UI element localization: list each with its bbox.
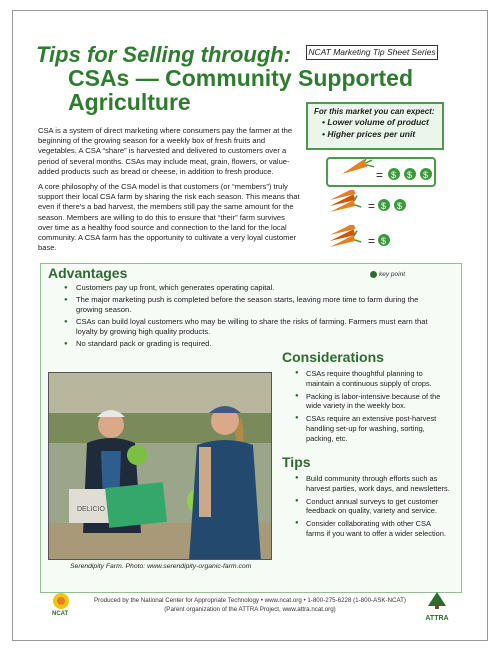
- photo-caption: Serendipity Farm. Photo: www.serendipity-organic-farm.com: [70, 563, 252, 570]
- cost-row-2: [326, 190, 436, 220]
- intro-paragraph: A core philosophy of the CSA model is that customers (or “members”) truly support their local CSA farm by sharing the risk each season. This means that even if there's a bad harvest, the members still pay the same amount for the season. Members are willing to do this to ensure that “their” farm survives over time as a healthy food source and connection to the land for the local community. A CSA farm has the opportunity to cultivate a very loyal customer base.: [38, 182, 300, 253]
- svg-text:$: $: [423, 170, 429, 180]
- attra-logo-text: ATTRA: [425, 615, 449, 622]
- list-item: ● No standard pack or grading is required.: [64, 339, 436, 349]
- title-line-1: Tips for Selling through:: [36, 42, 292, 67]
- expectation-item: • Higher prices per unit: [322, 129, 416, 139]
- list-item: ● CSAs require thoughtful planning to maintain a continuous supply of crops.: [292, 369, 450, 389]
- intro-text: [38, 126, 300, 258]
- list-item: ● Build community through efforts such as harvest parties, work days, and newsletters.: [292, 474, 450, 494]
- list-item: ● Conduct annual surveys to get customer feedback on quality, variety and service.: [292, 497, 450, 517]
- svg-text:$: $: [381, 201, 387, 211]
- svg-text:$: $: [397, 201, 403, 211]
- key-point-icon: [370, 271, 377, 278]
- carrot-dollar-graphic: [328, 159, 438, 189]
- key-point-label: key point: [379, 271, 406, 279]
- attra-logo-icon: [420, 590, 454, 610]
- considerations-title: Considerations: [282, 349, 384, 365]
- list-item: ● CSAs require an extensive post-harvest handling set-up for washing, sorting, packing, etc.: [292, 414, 450, 443]
- dollar-icon: [404, 168, 416, 180]
- farm-photo: [48, 372, 272, 560]
- expectations-box: [306, 102, 444, 150]
- expectations-heading: For this market you can expect:: [314, 107, 435, 116]
- carrot-icon: [339, 159, 375, 180]
- dollar-icon: [420, 168, 432, 180]
- box-label: DELICIO: [77, 506, 106, 513]
- list-item: ● Customers pay up front, which generates operating capital.: [64, 283, 436, 293]
- ncat-logo-icon: [50, 592, 72, 616]
- list-item: ● CSAs can build loyal customers who may be willing to share the risks of farming. Farmers must earn that loyalty by growing high quality products.: [64, 317, 436, 337]
- svg-text:=: =: [368, 199, 376, 213]
- considerations-list: [292, 369, 450, 447]
- svg-text:=: =: [368, 234, 376, 248]
- ncat-logo: [50, 592, 72, 616]
- ncat-logo-text: NCAT: [52, 611, 69, 616]
- dollar-icon: [378, 234, 390, 246]
- footer-line-2: (Parent organization of the ATTRA Project, www.attra.ncat.org): [164, 606, 336, 613]
- advantages-list: [64, 283, 436, 351]
- tips-list: [292, 474, 450, 542]
- key-point-legend: [370, 271, 405, 278]
- cost-row-3: [326, 225, 436, 255]
- advantages-title: Advantages: [48, 265, 128, 281]
- footer-line-1: Produced by the National Center for Appropriate Technology • www.ncat.org • 1-800-275-6228 (1-800-ASK-NCAT): [94, 597, 406, 604]
- footer: [85, 596, 415, 614]
- carrot-dollar-graphic: [326, 190, 436, 220]
- svg-text:$: $: [407, 170, 413, 180]
- svg-text:$: $: [381, 236, 387, 246]
- svg-text:=: =: [376, 168, 384, 182]
- list-item: ● Consider collaborating with other CSA farms if you want to offer a wider selection.: [292, 519, 450, 539]
- list-item: ● Packing is labor-intensive because of the wide variety in the weekly box.: [292, 392, 450, 412]
- dollar-icon: [378, 199, 390, 211]
- intro-paragraph: CSA is a system of direct marketing where consumers pay the farmer at the beginning of the growing season for a weekly box of fresh fruits and vegetables. A CSA “share” is harvested and delivered to customers over a period of several months. CSAs may include meat, grain, flowers, or value-added products such as bread or cheese, in addition to fresh produce.: [38, 126, 293, 176]
- series-label: NCAT Marketing Tip Sheet Series: [306, 45, 438, 60]
- carrot-dollar-graphic: [326, 225, 436, 255]
- tips-title: Tips: [282, 454, 311, 470]
- expectation-item: • Lower volume of product: [322, 117, 429, 127]
- dollar-icon: [394, 199, 406, 211]
- svg-text:$: $: [391, 170, 397, 180]
- cost-row-1: [326, 157, 436, 187]
- dollar-icon: [388, 168, 400, 180]
- list-item: ● The major marketing push is completed before the season starts, leaving more time to farm during the growing season.: [64, 295, 436, 315]
- title-line-2: CSAs — Community Supported Agriculture: [68, 65, 414, 115]
- attra-logo: [420, 590, 454, 620]
- farm-photo-image: [49, 373, 272, 560]
